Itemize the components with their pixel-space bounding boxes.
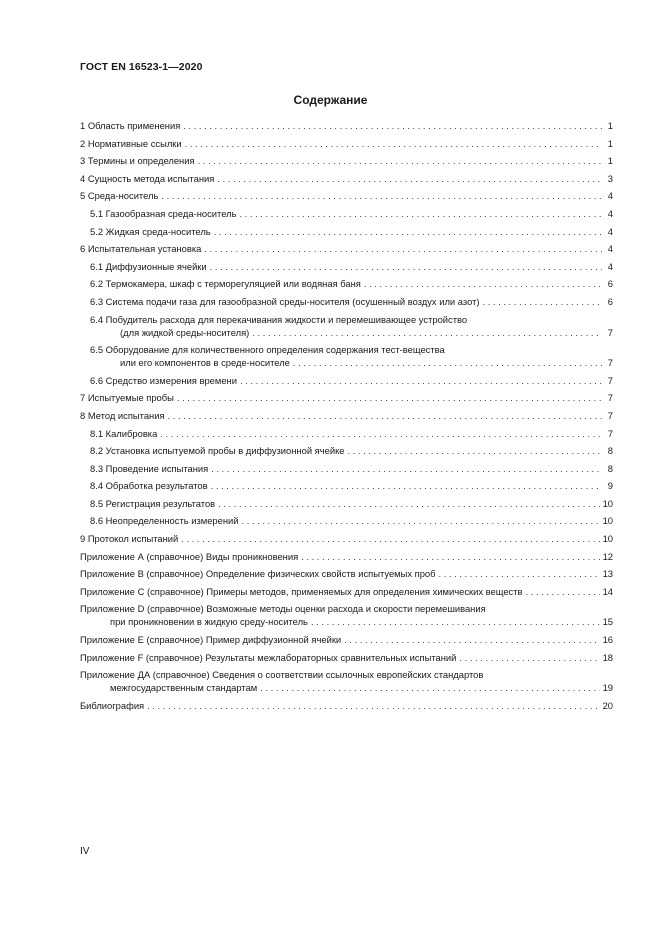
dot-leader	[211, 479, 602, 492]
toc-page-number: 10	[602, 533, 613, 545]
toc-entry[interactable]	[80, 313, 613, 339]
toc-page-number: 10	[602, 515, 613, 527]
toc-entry[interactable]	[80, 699, 613, 712]
toc-entry[interactable]	[80, 172, 613, 185]
toc-entry[interactable]	[80, 374, 613, 387]
toc-entry[interactable]	[80, 409, 613, 422]
toc-entry[interactable]	[80, 651, 613, 664]
toc-entry[interactable]	[80, 391, 613, 404]
dot-leader	[161, 189, 602, 202]
dot-leader	[348, 444, 603, 457]
toc-page-number: 9	[607, 480, 613, 492]
toc-entry-text: 6.3 Система подачи газа для газообразной среды-носителя (осушенный воздух или азот)	[90, 295, 480, 307]
toc-entry[interactable]	[80, 427, 613, 440]
standard-designation: ГОСТ EN 16523-1—2020	[80, 61, 203, 73]
toc-page-number: 20	[602, 699, 613, 711]
toc-entry-text: 8.4 Обработка результатов	[90, 480, 208, 492]
dot-leader	[311, 615, 600, 628]
dot-leader	[185, 137, 602, 150]
toc-entry[interactable]	[80, 479, 613, 492]
toc-page-number: 4	[607, 190, 613, 202]
toc-entry[interactable]	[80, 119, 613, 132]
toc-page-number: 18	[602, 651, 613, 663]
dot-leader	[301, 550, 599, 563]
dot-leader	[252, 326, 602, 339]
dot-leader	[483, 295, 603, 308]
toc-entry[interactable]	[80, 295, 613, 308]
toc-entry-text: 6.4 Побудитель расхода для перекачивания жидкости и перемешивающее устройство	[90, 313, 468, 325]
toc-page-number: 7	[607, 357, 613, 369]
toc-page-number: 15	[602, 616, 613, 628]
toc-page-number: 10	[602, 497, 613, 509]
toc-entry-text: 8.3 Проведение испытания	[90, 462, 209, 474]
toc-entry[interactable]	[80, 207, 613, 220]
dot-leader	[293, 356, 602, 369]
dot-leader	[183, 119, 602, 132]
toc-entry-text: 8.2 Установка испытуемой пробы в диффузионной ячейке	[90, 445, 345, 457]
toc-entry-text: Приложение ДА (справочное) Сведения о соответствии ссылочных европейских стандартов	[80, 669, 484, 681]
dot-leader	[211, 462, 602, 475]
toc-entry[interactable]	[80, 602, 613, 628]
toc-entry-text: 7 Испытуемые пробы	[80, 392, 174, 404]
toc-page-number: 7	[607, 427, 613, 439]
dot-leader	[217, 172, 602, 185]
toc-entry-text: Приложение Е (справочное) Пример диффузионной ячейки	[80, 634, 342, 646]
toc-page-number: 4	[607, 207, 613, 219]
toc-page-number: 3	[607, 172, 613, 184]
toc-entry-text: Приложение С (справочное) Примеры методов, применяемых для определения химических веществ	[80, 585, 523, 597]
toc-entry[interactable]	[80, 189, 613, 202]
dot-leader	[210, 260, 602, 273]
toc-page-number: 4	[607, 225, 613, 237]
page-number: IV	[80, 846, 90, 857]
toc-entry[interactable]	[80, 137, 613, 150]
toc-page-number: 7	[607, 326, 613, 338]
dot-leader	[459, 651, 599, 664]
dot-leader	[439, 567, 600, 580]
dot-leader	[160, 427, 602, 440]
toc-page-number: 13	[602, 568, 613, 580]
dot-leader	[242, 514, 600, 527]
toc-page-number: 6	[607, 295, 613, 307]
toc-entry-text: Библиография	[80, 699, 145, 711]
toc-page-number: 14	[602, 585, 613, 597]
toc-entry-text: Приложение В (справочное) Определение физических свойств испытуемых проб	[80, 568, 436, 580]
toc-page-number: 1	[607, 120, 613, 131]
toc-entry-text: 5.1 Газообразная среда-носитель	[90, 207, 237, 219]
toc-entry[interactable]	[80, 567, 613, 580]
toc-page-number: 7	[607, 409, 613, 421]
toc-entry-text: 8.5 Регистрация результатов	[90, 497, 216, 509]
toc-entry[interactable]	[80, 550, 613, 563]
toc-entry-text: 1 Область применения	[80, 120, 181, 131]
toc-page-number: 16	[602, 634, 613, 646]
dot-leader	[260, 681, 599, 694]
toc-entry-text: 2 Нормативные ссылки	[80, 137, 182, 149]
toc-entry-text: 3 Термины и определения	[80, 155, 195, 167]
toc-entry-text: 6.6 Средство измерения времени	[90, 374, 237, 386]
toc-entry-text: межгосударственным стандартам	[110, 682, 258, 694]
toc-entry-text: 5.2 Жидкая среда-носитель	[90, 225, 211, 237]
toc-entry[interactable]	[80, 154, 613, 167]
dot-leader	[198, 154, 602, 167]
toc-title: Содержание	[293, 93, 368, 107]
toc-entry-text: 4 Сущность метода испытания	[80, 172, 215, 184]
toc-entry[interactable]	[80, 532, 613, 545]
toc-entry-text: 6.2 Термокамера, шкаф с терморегуляцией или водяная баня	[90, 278, 361, 290]
table-of-contents	[80, 119, 613, 716]
toc-entry[interactable]	[80, 343, 613, 369]
toc-page-number: 7	[607, 374, 613, 386]
toc-entry[interactable]	[80, 514, 613, 527]
dot-leader	[214, 225, 602, 238]
toc-entry-text: 6 Испытательная установка	[80, 243, 202, 255]
toc-page-number: 12	[602, 550, 613, 562]
toc-entry-text: Приложение А (справочное) Виды проникновения	[80, 550, 299, 562]
toc-entry-text: (для жидкой среды-носителя)	[120, 326, 250, 338]
toc-page-number: 7	[607, 392, 613, 404]
toc-entry-text: Приложение F (справочное) Результаты межлабораторных сравнительных испытаний	[80, 651, 457, 663]
toc-entry[interactable]	[80, 260, 613, 273]
dot-leader	[526, 585, 600, 598]
dot-leader	[218, 497, 599, 510]
toc-entry[interactable]	[80, 242, 613, 255]
dot-leader	[177, 391, 602, 404]
toc-entry-text: 6.5 Оборудование для количественного определения содержания тест-вещества	[90, 344, 445, 356]
toc-entry-text: 5 Среда-носитель	[80, 190, 159, 202]
dot-leader	[147, 699, 599, 712]
dot-leader	[240, 374, 602, 387]
dot-leader	[181, 532, 599, 545]
toc-page-number: 8	[607, 462, 613, 474]
toc-page-number: 8	[607, 445, 613, 457]
toc-entry[interactable]	[80, 668, 613, 694]
toc-entry-text: 8 Метод испытания	[80, 409, 165, 421]
dot-leader	[239, 207, 602, 220]
toc-entry[interactable]	[80, 225, 613, 238]
toc-entry[interactable]	[80, 444, 613, 457]
toc-entry-text: 9 Протокол испытаний	[80, 533, 179, 545]
dot-leader	[344, 633, 599, 646]
toc-page-number: 19	[602, 682, 613, 694]
toc-entry[interactable]	[80, 633, 613, 646]
toc-entry-text: при проникновении в жидкую среду-носитель	[110, 616, 308, 628]
toc-entry[interactable]	[80, 497, 613, 510]
dot-leader	[364, 277, 602, 290]
toc-entry-text: 8.1 Калибровка	[90, 427, 158, 439]
dot-leader	[204, 242, 602, 255]
toc-entry[interactable]	[80, 277, 613, 290]
toc-entry-text: 6.1 Диффузионные ячейки	[90, 260, 207, 272]
toc-entry-text: 8.6 Неопределенность измерений	[90, 515, 239, 527]
toc-entry-text: или его компонентов в среде-носителе	[120, 357, 290, 369]
toc-page-number: 6	[607, 278, 613, 290]
toc-entry[interactable]	[80, 585, 613, 598]
toc-page-number: 1	[607, 155, 613, 167]
dot-leader	[168, 409, 602, 422]
toc-entry[interactable]	[80, 462, 613, 475]
toc-entry-text: Приложение D (справочное) Возможные методы оценки расхода и скорости перемешивания	[80, 603, 486, 615]
toc-page-number: 4	[607, 243, 613, 255]
toc-page-number: 1	[607, 137, 613, 149]
toc-page-number: 4	[607, 260, 613, 272]
